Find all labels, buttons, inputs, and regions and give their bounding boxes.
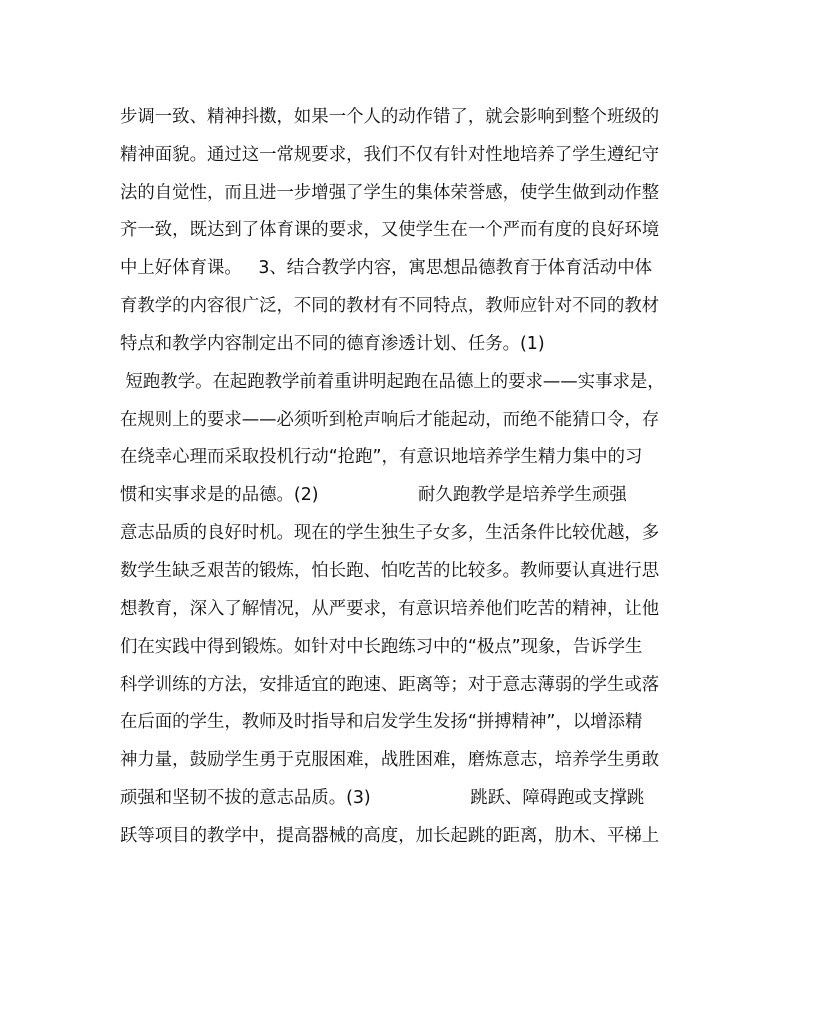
text-line: 数学生缺乏艰苦的锻炼，怕长跑、怕吃苦的比较多。教师要认真进行思 (120, 561, 660, 581)
text-line: 短跑教学。在起跑教学前着重讲明起跑在品德上的要求——实事求是， (120, 372, 665, 392)
text-line: 育教学的内容很广泛，不同的教材有不同特点，教师应针对不同的教材 (120, 296, 660, 316)
text-line: 跃等项目的教学中，提高器械的高度，加长起跳的距离，肋木、平梯上 (120, 826, 660, 846)
text-line: 们在实践中得到锻炼。如针对中长跑练习中的“极点”现象，告诉学生 (120, 637, 643, 657)
text-line: 顽强和坚韧不拔的意志品质。(3) 跳跃、障碍跑或支撑跳 (120, 788, 645, 808)
text-line: 神力量，鼓励学生勇于克服困难，战胜困难，磨炼意志，培养学生勇敢 (120, 750, 660, 770)
text-line: 在绕幸心理而采取投机行动“抢跑”，有意识地培养学生精力集中的习 (120, 447, 643, 467)
text-line: 科学训练的方法，安排适宜的跑速、距离等；对于意志薄弱的学生或落 (120, 675, 660, 695)
text-line: 法的自觉性，而且进一步增强了学生的集体荣誉感，使学生做到动作整 (120, 183, 660, 203)
text-line: 在规则上的要求——必须听到枪声响后才能起动，而绝不能猜口令，存 (120, 410, 660, 430)
text-line: 中上好体育课。 3、结合教学内容，寓思想品德教育于体育活动中体 (120, 258, 652, 278)
text-line: 在后面的学生，教师及时指导和启发学生发扬“拼搏精神”，以增添精 (120, 712, 643, 732)
text-line: 意志品质的良好时机。现在的学生独生子女多，生活条件比较优越，多 (120, 523, 660, 543)
text-line: 步调一致、精神抖擞，如果一个人的动作错了，就会影响到整个班级的 (120, 107, 660, 127)
text-line: 惯和实事求是的品德。(2) 耐久跑教学是培养学生顽强 (120, 485, 627, 505)
text-line: 齐一致，既达到了体育课的要求，又使学生在一个严而有度的良好环境 (120, 220, 660, 240)
text-line: 特点和教学内容制定出不同的德育渗透计划、任务。(1) (120, 334, 545, 354)
text-line: 想教育，深入了解情况，从严要求，有意识培养他们吃苦的精神，让他 (120, 599, 660, 619)
text-line: 精神面貌。通过这一常规要求，我们不仅有针对性地培养了学生遵纪守 (120, 145, 660, 165)
